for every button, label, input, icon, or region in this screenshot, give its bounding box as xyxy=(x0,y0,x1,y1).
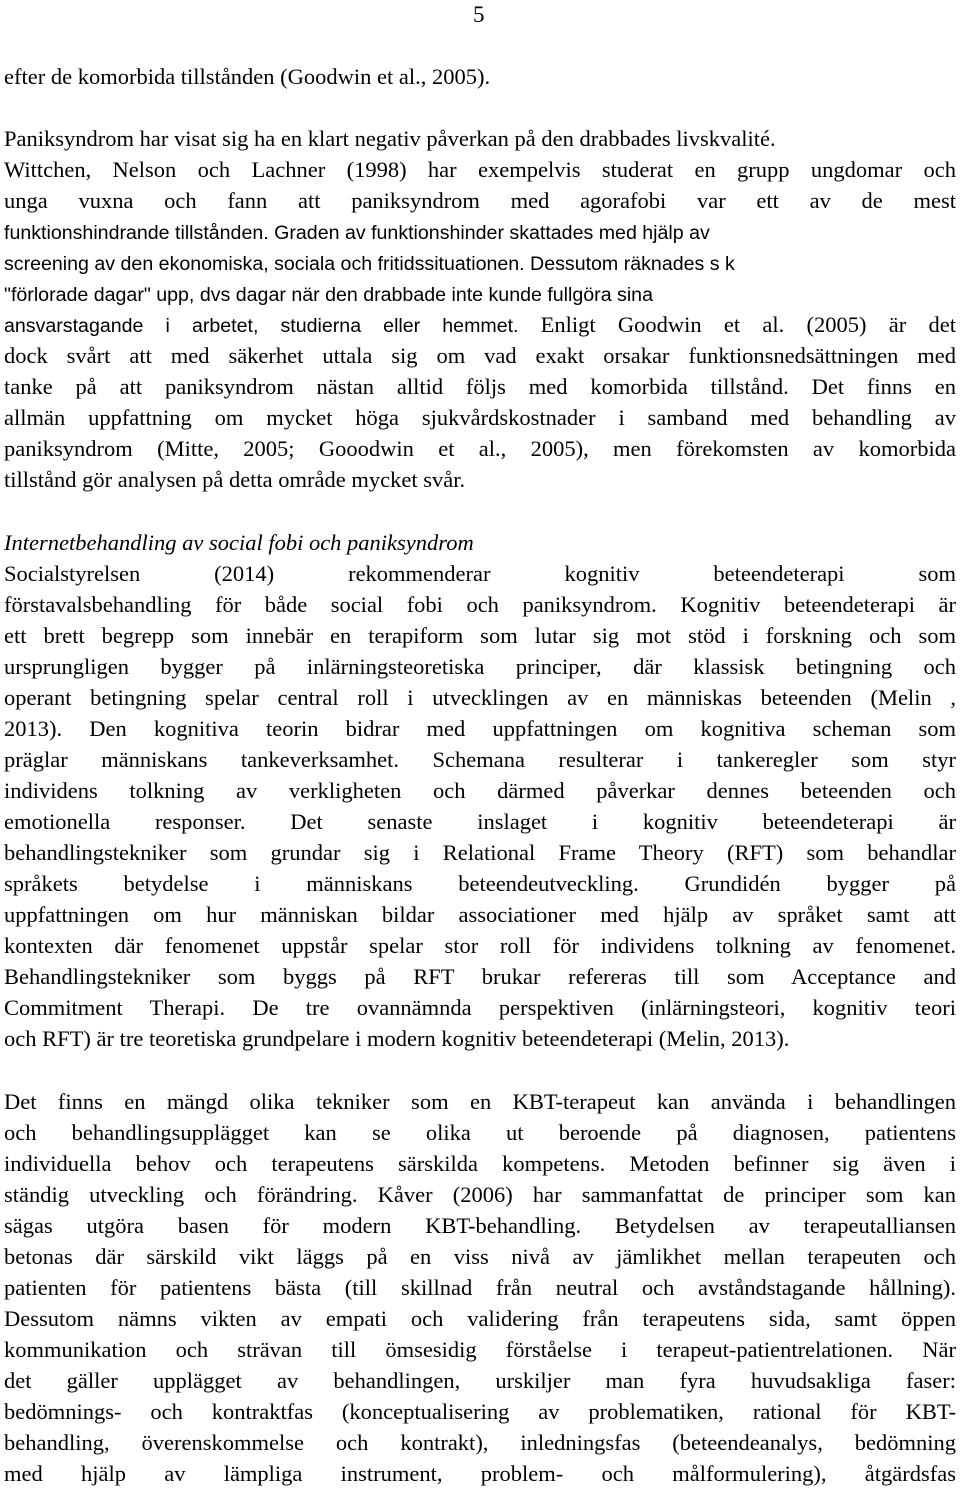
text-line xyxy=(4,155,956,185)
text-line xyxy=(4,1335,956,1365)
text-segment: behandling, överenskommelse och kontrakt), inledningsfas (beteendeanalys, bedömning xyxy=(4,1430,956,1455)
text-line xyxy=(4,993,956,1023)
text-segment: Behandlingstekniker som byggs på RFT brukar refereras till som Acceptance and xyxy=(4,964,956,989)
text-line xyxy=(4,1428,956,1458)
text-line xyxy=(4,1024,956,1054)
text-segment: paniksyndrom (Mitte, 2005; Gooodwin et al., 2005), men förekomsten av komorbida xyxy=(4,436,956,461)
text-line xyxy=(4,1273,956,1303)
text-segment: och behandlingsupplägget kan se olika ut beroende på diagnosen, patientens xyxy=(4,1120,956,1145)
text-line xyxy=(4,745,956,775)
section-heading xyxy=(4,528,956,558)
text-segment: tillstånd gör analysen på detta område mycket svår. xyxy=(4,467,466,492)
text-segment: det gäller upplägget av behandlingen, urskiljer man fyra huvudsakliga faser: xyxy=(4,1368,956,1393)
text-segment: 2013). Den kognitiva teorin bidrar med uppfattningen om kognitiva scheman som xyxy=(4,716,956,741)
text-segment: Dessutom nämns vikten av empati och validering från terapeutens sida, samt öppen xyxy=(4,1306,956,1331)
text-segment: funktionshindrande tillstånden. Graden av funktionshinder skattades med hjälp av xyxy=(4,222,710,244)
text-line xyxy=(4,1149,956,1179)
text-segment: screening av den ekonomiska, sociala och fritidssituationen. Dessutom räknades s k xyxy=(4,253,735,275)
text-segment: kontexten där fenomenet uppstår spelar stor roll för individens tolkning av fenomenet. xyxy=(4,933,956,958)
text-segment: "förlorade dagar" upp, dvs dagar när den drabbade inte kunde fullgöra sina xyxy=(4,284,653,306)
text-segment: Det finns en mängd olika tekniker som en KBT-terapeut kan använda i behandlingen xyxy=(4,1089,956,1114)
text-line xyxy=(4,714,956,744)
text-line xyxy=(4,465,956,495)
text-line xyxy=(4,962,956,992)
text-segment: ursprungligen bygger på inlärningsteoretiska principer, där klassisk betingning och xyxy=(4,654,956,679)
text-segment: dock svårt att med säkerhet uttala sig om vad exakt orsakar funktionsnedsättningen med xyxy=(4,343,956,368)
text-line xyxy=(4,900,956,930)
text-segment: tanke på att paniksyndrom nästan alltid följs med komorbida tillstånd. Det finns en xyxy=(4,374,956,399)
text-line xyxy=(4,62,956,92)
text-line xyxy=(4,776,956,806)
text-line xyxy=(4,1211,956,1241)
text-line xyxy=(4,838,956,868)
text-line xyxy=(4,217,956,247)
text-segment: präglar människans tankeverksamhet. Schemana resulterar i tankeregler som styr xyxy=(4,747,956,772)
text-line xyxy=(4,621,956,651)
text-line xyxy=(4,403,956,433)
text-segment: Paniksyndrom har visat sig ha en klart negativ påverkan på den drabbades livskvalité. xyxy=(4,126,776,151)
text-line xyxy=(4,124,956,154)
text-segment: sägas utgöra basen för modern KBT-behandling. Betydelsen av terapeutalliansen xyxy=(4,1213,956,1238)
text-line xyxy=(4,1366,956,1396)
text-line xyxy=(4,559,956,589)
text-segment: uppfattningen om hur människan bildar associationer med hjälp av språket samt att xyxy=(4,902,956,927)
text-segment: förstavalsbehandling för både social fobi och paniksyndrom. Kognitiv beteendeterapi är xyxy=(4,592,956,617)
text-line xyxy=(4,1118,956,1148)
text-segment: kommunikation och strävan till ömsesidig förståelse i terapeut-patientrelationen. När xyxy=(4,1337,956,1362)
text-line xyxy=(4,807,956,837)
text-line xyxy=(4,434,956,464)
text-segment: emotionella responser. Det senaste inslaget i kognitiv beteendeterapi är xyxy=(4,809,956,834)
text-line xyxy=(4,652,956,682)
text-line xyxy=(4,1459,956,1489)
text-segment: Internetbehandling av social fobi och paniksyndrom xyxy=(4,530,474,555)
text-segment: behandlingstekniker som grundar sig i Relational Frame Theory (RFT) som behandlar xyxy=(4,840,956,865)
text-segment: unga vuxna och fann att paniksyndrom med agorafobi var ett av de mest xyxy=(4,188,956,213)
text-segment: allmän uppfattning om mycket höga sjukvårdskostnader i samband med behandling av xyxy=(4,405,956,430)
text-line xyxy=(4,869,956,899)
text-segment: ansvarstagande i arbetet, studierna eller hemmet. xyxy=(4,315,541,337)
text-line xyxy=(4,341,956,371)
text-line xyxy=(4,683,956,713)
text-line xyxy=(4,186,956,216)
text-segment: ständig utveckling och förändring. Kåver (2006) har sammanfattat de principer som kan xyxy=(4,1182,956,1207)
text-segment: Commitment Therapi. De tre ovannämnda perspektiven (inlärningsteori, kognitiv teori xyxy=(4,995,956,1020)
text-segment: och RFT) är tre teoretiska grundpelare i modern kognitiv beteendeterapi (Melin, 2013). xyxy=(4,1026,790,1051)
text-line xyxy=(4,279,956,309)
text-line xyxy=(4,310,956,340)
text-segment: med hjälp av lämpliga instrument, problem- och målformulering), åtgärdsfas xyxy=(4,1461,956,1486)
text-segment: patienten för patientens bästa (till skillnad från neutral och avståndstagande hållning). xyxy=(4,1275,956,1300)
text-line xyxy=(4,372,956,402)
text-line xyxy=(4,1397,956,1427)
text-segment: ett brett begrepp som innebär en terapiform som lutar sig mot stöd i forskning och som xyxy=(4,623,956,648)
text-segment: individuella behov och terapeutens särskilda kompetens. Metoden befinner sig även i xyxy=(4,1151,956,1176)
text-segment: Enligt Goodwin et al. (2005) är det xyxy=(540,312,956,337)
page-number: 5 xyxy=(473,2,485,27)
text-segment: bedömnings- och kontraktfas (konceptualisering av problematiken, rational för KBT- xyxy=(4,1399,956,1424)
text-line xyxy=(4,590,956,620)
text-segment: språkets betydelse i människans beteendeutveckling. Grundidén bygger på xyxy=(4,871,956,896)
text-segment: Wittchen, Nelson och Lachner (1998) har exempelvis studerat en grupp ungdomar och xyxy=(4,157,956,182)
text-line xyxy=(4,1087,956,1117)
text-segment: individens tolkning av verkligheten och därmed påverkar dennes beteenden och xyxy=(4,778,956,803)
text-segment: efter de komorbida tillstånden (Goodwin et al., 2005). xyxy=(4,64,491,89)
text-line xyxy=(4,1304,956,1334)
text-line xyxy=(4,1242,956,1272)
text-line xyxy=(4,931,956,961)
text-segment: operant betingning spelar central roll i utvecklingen av en människas beteenden (Melin , xyxy=(4,685,956,710)
text-line xyxy=(4,1180,956,1210)
text-line xyxy=(4,248,956,278)
text-segment: Socialstyrelsen (2014) rekommenderar kognitiv beteendeterapi som xyxy=(4,561,956,586)
text-segment: betonas där särskild vikt läggs på en viss nivå av jämlikhet mellan terapeuten och xyxy=(4,1244,956,1269)
